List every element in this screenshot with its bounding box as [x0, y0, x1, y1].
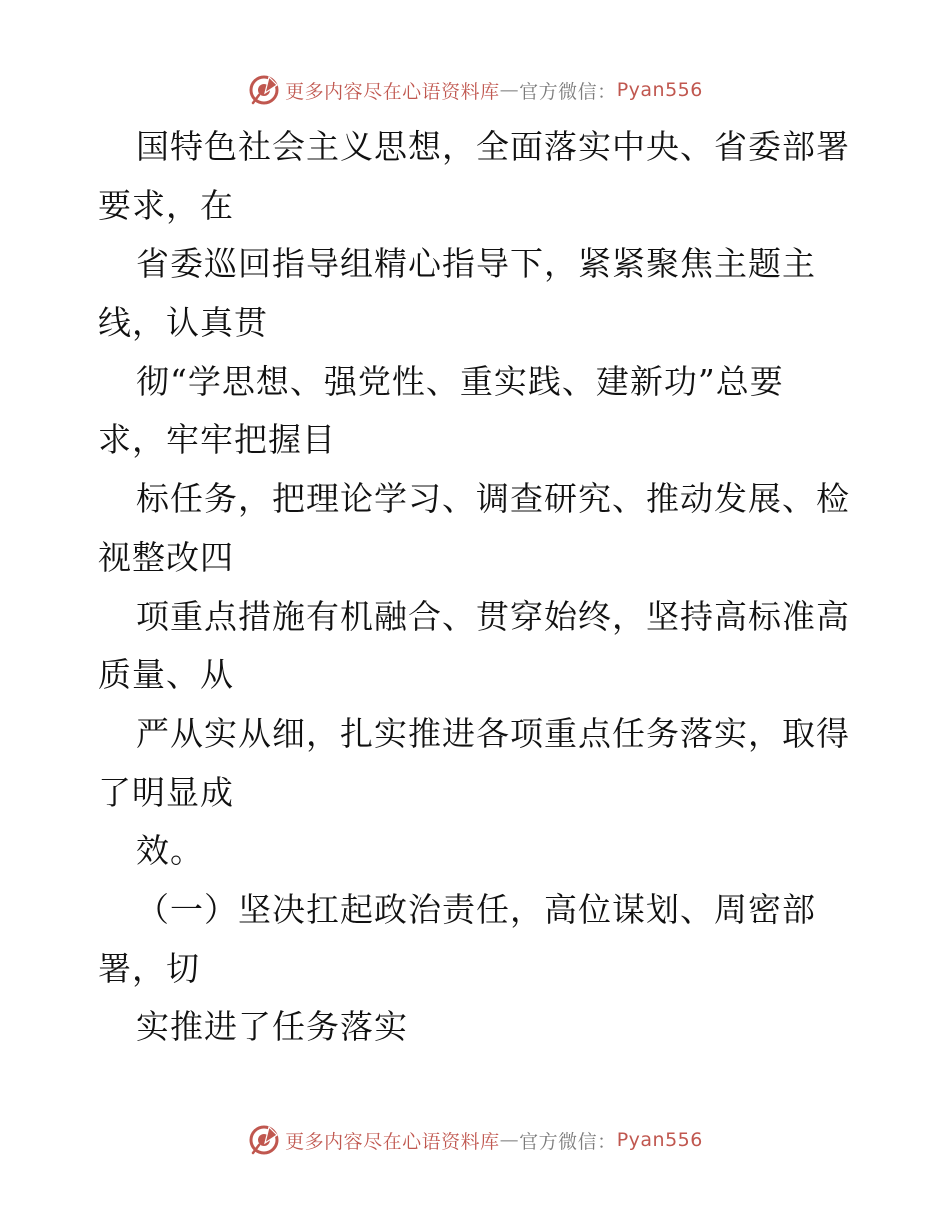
- header-watermark: [0, 70, 950, 110]
- watermark-dash: —: [499, 79, 520, 101]
- text-line: 严从实从细，扎实推进各项重点任务落实，取得: [136, 713, 850, 753]
- text-line: 线，认真贯: [98, 303, 268, 343]
- watermark-site: 更多内容尽在心语资料库: [285, 80, 500, 103]
- text-line: （一）坚决扛起政治责任，高位谋划、周密部: [136, 889, 816, 929]
- watermark-dash: —: [499, 1129, 520, 1151]
- watermark-account: Pyan556: [616, 79, 703, 101]
- text-line: 要求，在: [98, 185, 234, 225]
- footer-watermark: [0, 1120, 950, 1160]
- logo-icon: [247, 73, 281, 107]
- watermark-account: Pyan556: [616, 1129, 703, 1151]
- text-line: 视整改四: [98, 537, 234, 577]
- text-line: 省委巡回指导组精心指导下，紧紧聚焦主题主: [136, 244, 816, 284]
- text-line: 质量、从: [98, 655, 234, 695]
- text-line: 效。: [136, 831, 204, 871]
- watermark-site: 更多内容尽在心语资料库: [285, 1130, 500, 1153]
- text-line: 求，牢牢把握目: [98, 420, 336, 460]
- text-line: 项重点措施有机融合、贯穿始终，坚持高标准高: [136, 596, 850, 636]
- text-line: 标任务，把理论学习、调查研究、推动发展、检: [136, 479, 850, 519]
- watermark-label: 官方微信：: [519, 1130, 617, 1153]
- text-line: 彻“学思想、强党性、重实践、建新功”总要: [136, 361, 784, 401]
- watermark-label: 官方微信：: [519, 80, 617, 103]
- text-line: 实推进了任务落实: [136, 1007, 408, 1047]
- text-line: 了明显成: [98, 772, 234, 812]
- text-line: 署，切: [98, 948, 200, 988]
- logo-icon: [247, 1123, 281, 1157]
- text-line: 国特色社会主义思想，全面落实中央、省委部署: [136, 127, 850, 166]
- document-body: [98, 118, 858, 1057]
